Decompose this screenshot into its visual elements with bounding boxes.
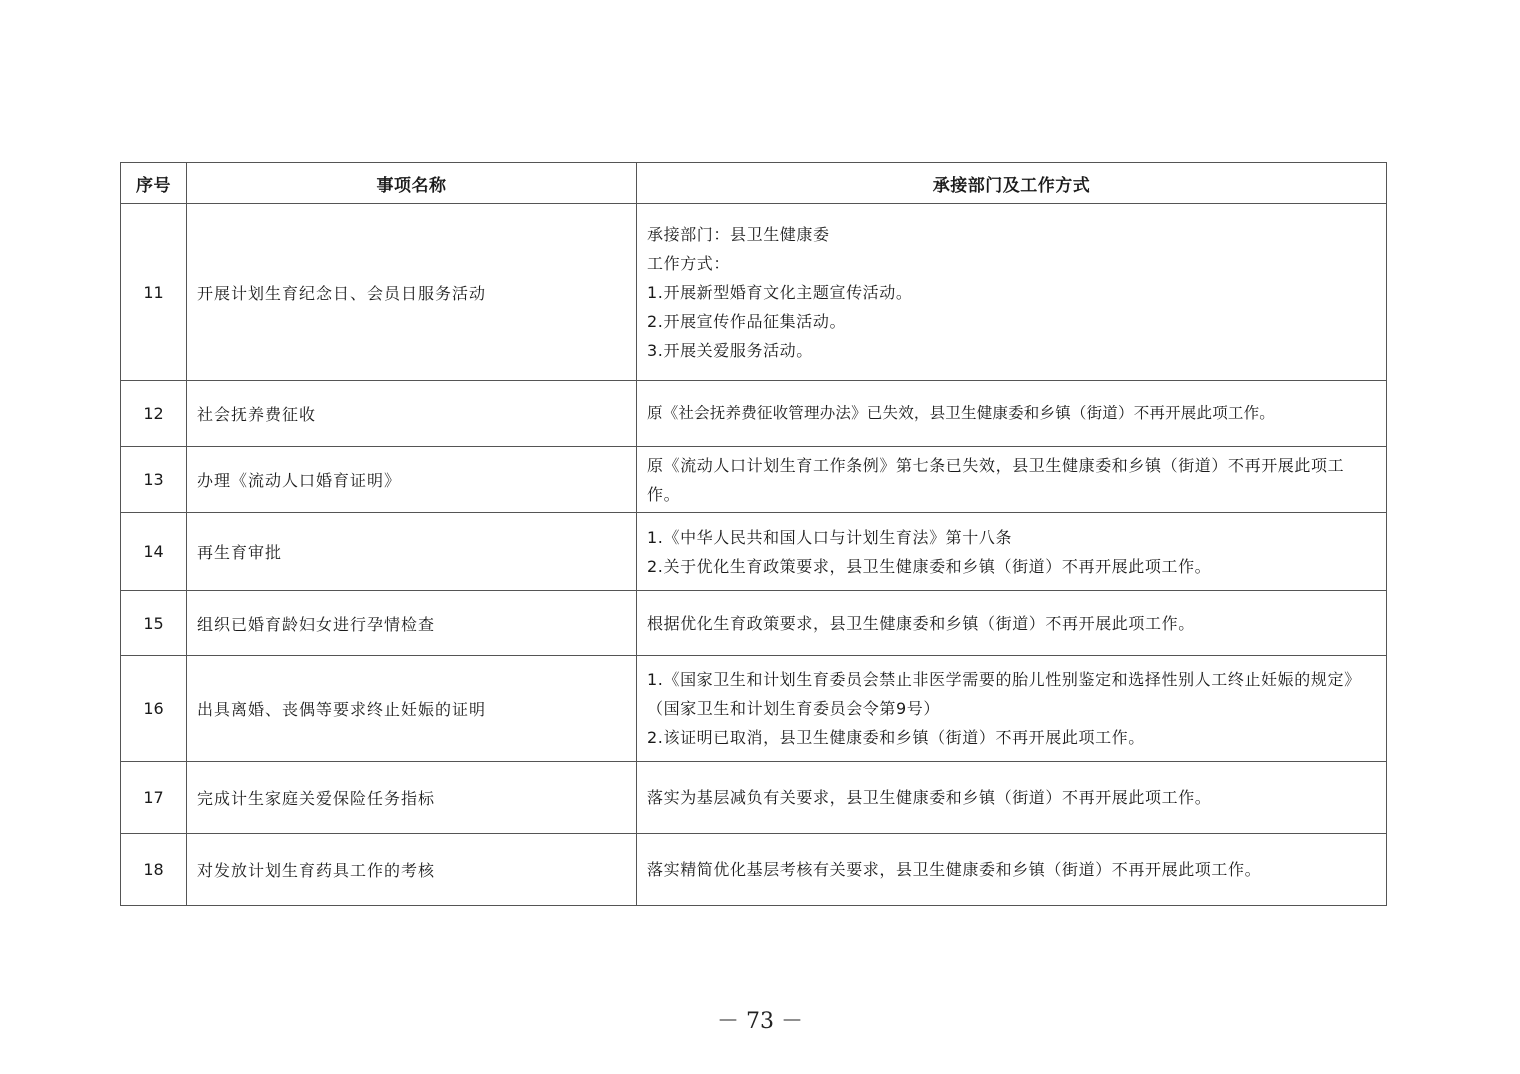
- method-line: 1.《国家卫生和计划生育委员会禁止非医学需要的胎儿性别鉴定和选择性别人工终止妊娠的规定》（国家卫生和计划生育委员会令第9号）: [647, 670, 1361, 718]
- method-line: 原《社会抚养费征收管理办法》已失效，县卫生健康委和乡镇（街道）不再开展此项工作。: [647, 404, 1276, 422]
- method-line: 2.该证明已取消，县卫生健康委和乡镇（街道）不再开展此项工作。: [647, 728, 1145, 747]
- row-item-name: 组织已婚育龄妇女进行孕情检查: [187, 591, 637, 656]
- method-line: 根据优化生育政策要求，县卫生健康委和乡镇（街道）不再开展此项工作。: [647, 613, 1195, 633]
- row-seq: 12: [121, 381, 187, 447]
- table-row: [121, 656, 1387, 762]
- row-department-method: [637, 591, 1387, 656]
- table-row: [121, 513, 1387, 591]
- row-item-name: 开展计划生育纪念日、会员日服务活动: [187, 204, 637, 381]
- row-seq: 13: [121, 447, 187, 513]
- row-item-name: 完成计生家庭关爱保险任务指标: [187, 762, 637, 834]
- header-seq: 序号: [121, 163, 187, 204]
- method-line: 工作方式：: [647, 253, 731, 273]
- method-line: 原《流动人口计划生育工作条例》第七条已失效，县卫生健康委和乡镇（街道）不再开展此项工作。: [647, 455, 1345, 504]
- table-row: [121, 591, 1387, 656]
- row-item-name: 出具离婚、丧偶等要求终止妊娠的证明: [187, 656, 637, 762]
- row-department-method: [637, 381, 1387, 447]
- row-item-name: 社会抚养费征收: [187, 381, 637, 447]
- row-seq: 16: [121, 656, 187, 762]
- header-item-name: 事项名称: [187, 163, 637, 204]
- method-line: 2.开展宣传作品征集活动。: [647, 311, 847, 331]
- method-line: 2.关于优化生育政策要求，县卫生健康委和乡镇（街道）不再开展此项工作。: [647, 556, 1212, 576]
- row-seq: 15: [121, 591, 187, 656]
- method-line: 1.开展新型婚育文化主题宣传活动。: [647, 282, 913, 302]
- table-row: [121, 381, 1387, 447]
- row-seq: 11: [121, 204, 187, 381]
- row-item-name: 办理《流动人口婚育证明》: [187, 447, 637, 513]
- row-seq: 17: [121, 762, 187, 834]
- row-department-method: [637, 762, 1387, 834]
- row-department-method: [637, 513, 1387, 591]
- table-row: [121, 834, 1387, 906]
- row-department-method: [637, 834, 1387, 906]
- method-line: 3.开展关爱服务活动。: [647, 340, 813, 360]
- row-department-method: [637, 204, 1387, 381]
- table-row: [121, 204, 1387, 381]
- row-department-method: [637, 447, 1387, 513]
- row-item-name: 对发放计划生育药具工作的考核: [187, 834, 637, 906]
- method-line: 承接部门：县卫生健康委: [647, 224, 830, 244]
- method-line: 1.《中华人民共和国人口与计划生育法》第十八条: [647, 527, 1013, 547]
- matters-table: [120, 162, 1387, 906]
- row-seq: 18: [121, 834, 187, 906]
- row-item-name: 再生育审批: [187, 513, 637, 591]
- table-row: [121, 447, 1387, 513]
- page-number: － 73 －: [717, 1009, 803, 1034]
- method-line: 落实精简优化基层考核有关要求，县卫生健康委和乡镇（街道）不再开展此项工作。: [647, 860, 1262, 879]
- table-row: [121, 762, 1387, 834]
- table-header-row: [121, 163, 1387, 204]
- row-department-method: [637, 656, 1387, 762]
- method-line: 落实为基层减负有关要求，县卫生健康委和乡镇（街道）不再开展此项工作。: [647, 788, 1212, 807]
- row-seq: 14: [121, 513, 187, 591]
- header-department-method: 承接部门及工作方式: [637, 163, 1387, 204]
